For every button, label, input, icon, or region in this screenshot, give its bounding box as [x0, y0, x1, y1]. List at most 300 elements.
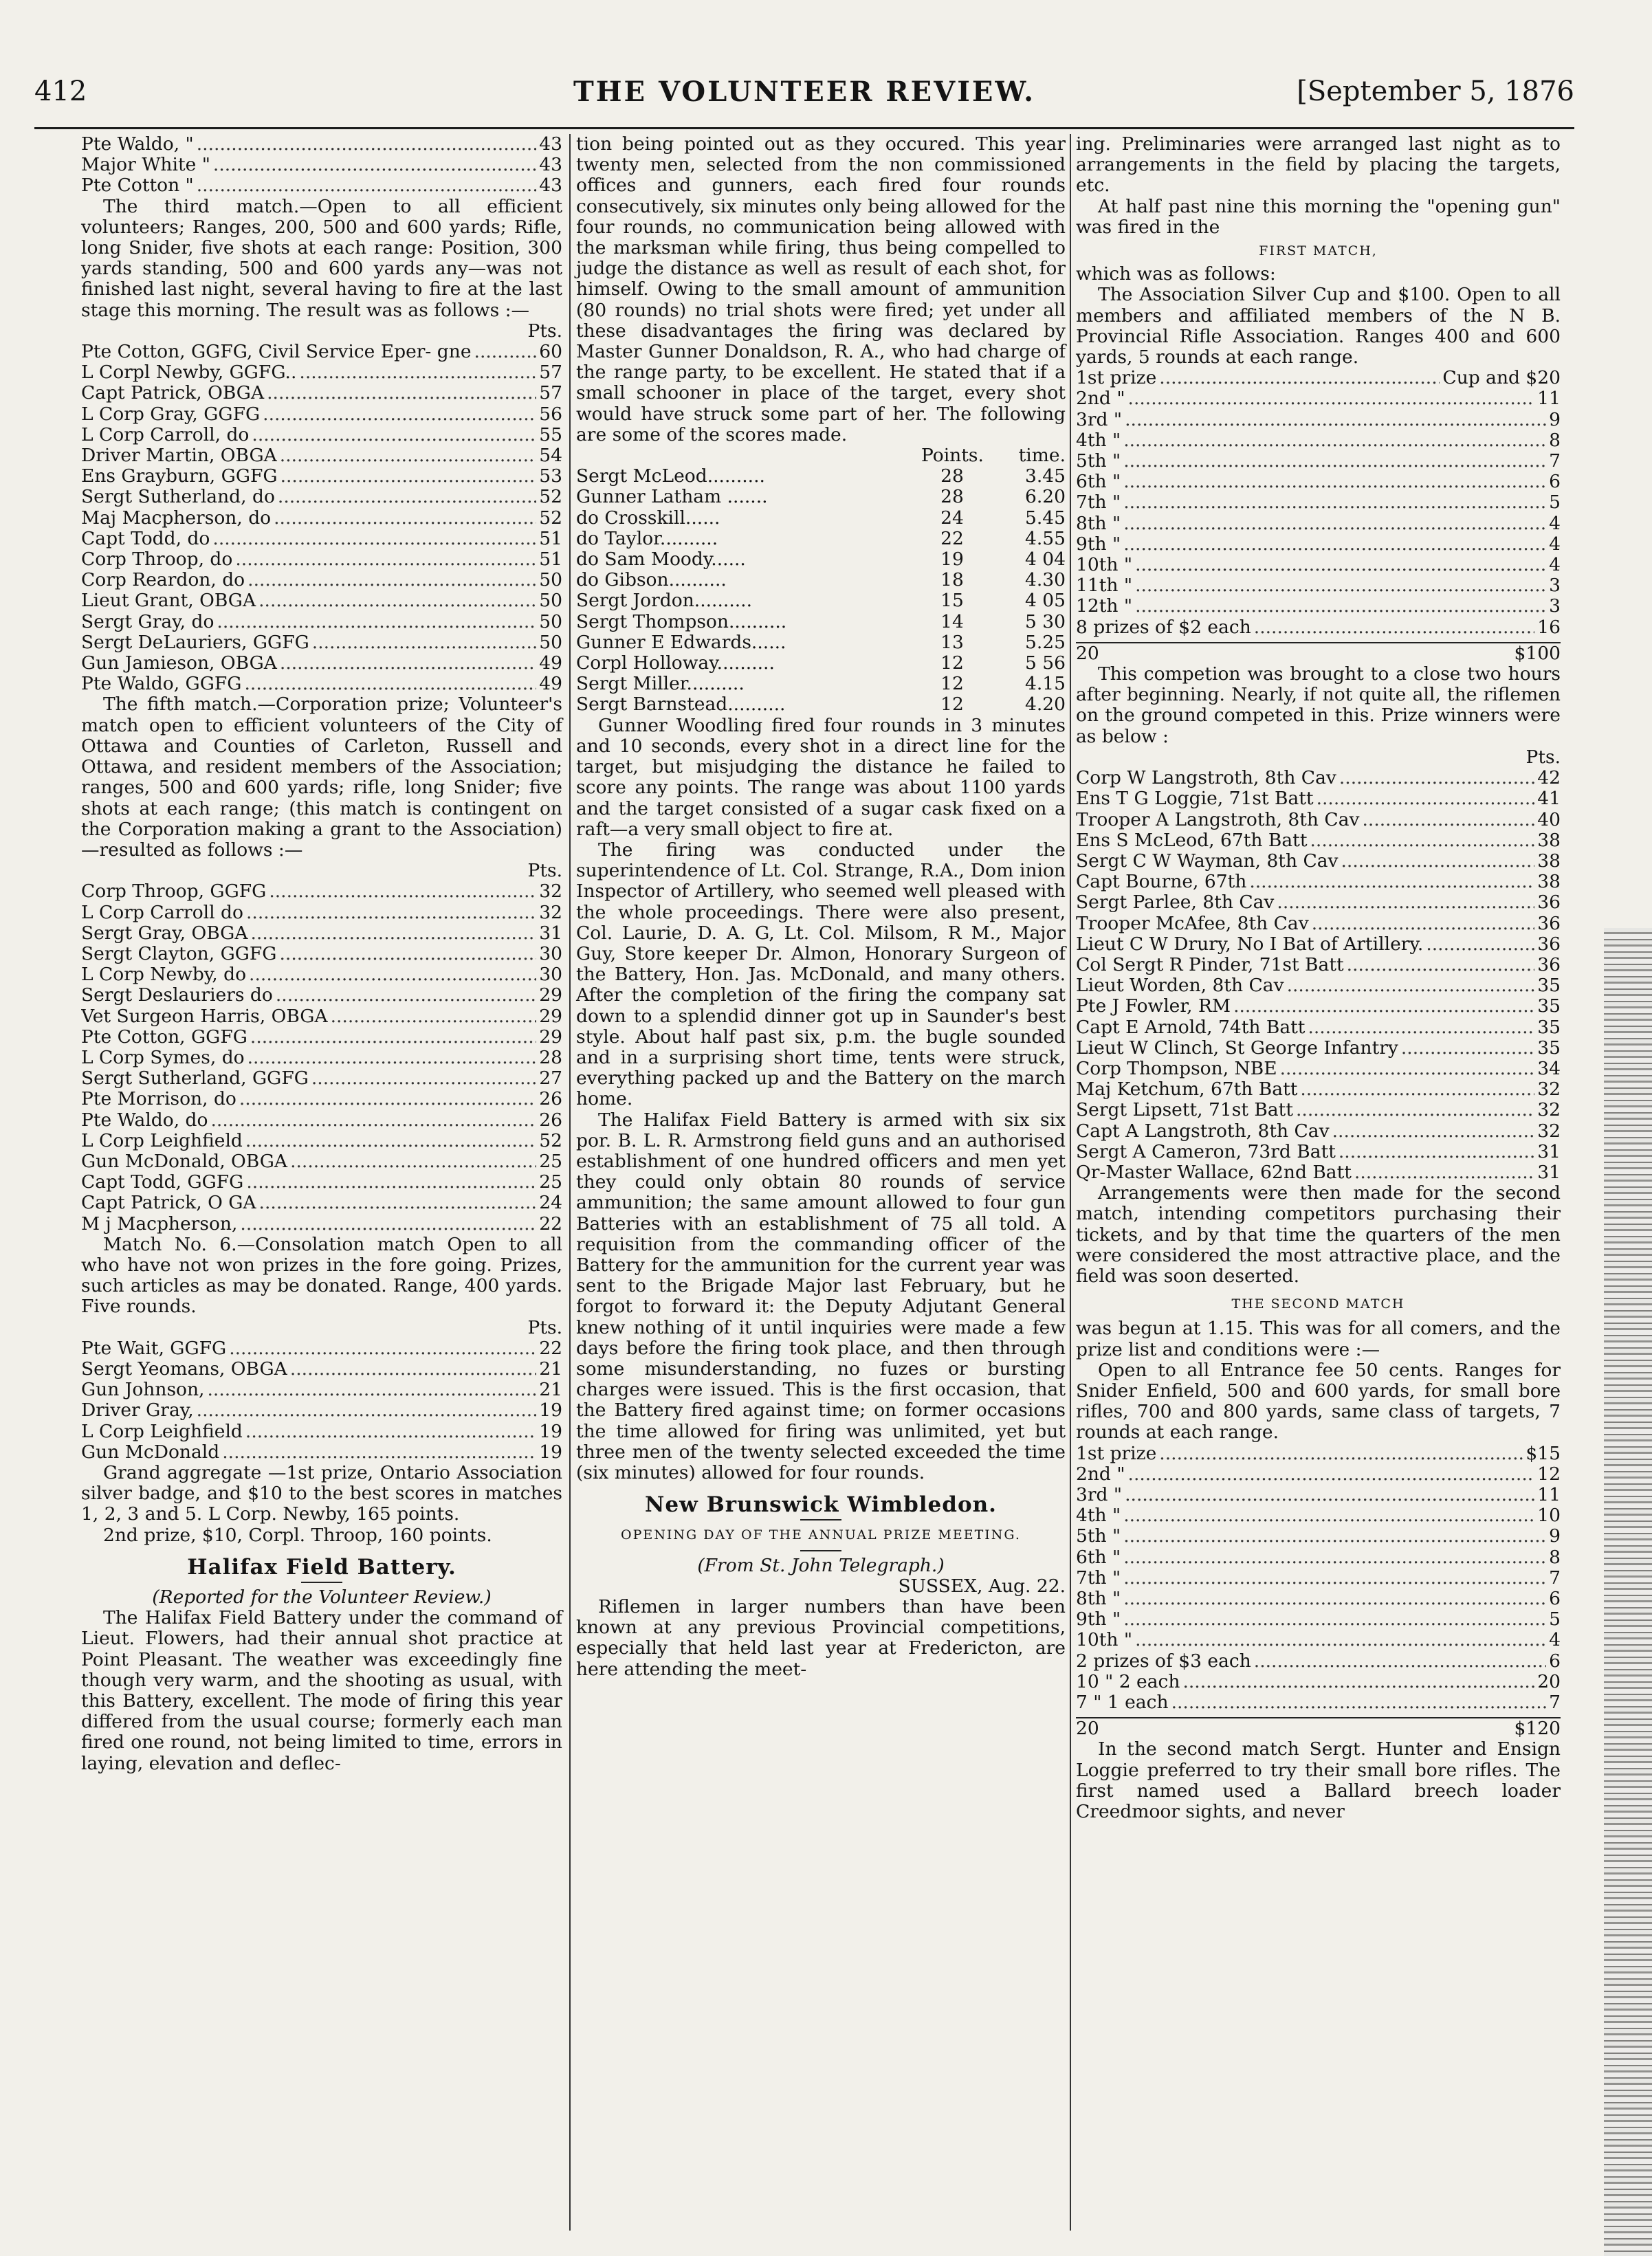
page-header [34, 69, 1574, 111]
total-amount: $120 [1514, 1718, 1561, 1740]
leader-dots [246, 903, 536, 923]
leader-dots [249, 964, 536, 985]
entry-name: Pte Cotton, GGFG [81, 1026, 247, 1048]
entry-value: 43 [539, 175, 562, 197]
score-row [1076, 892, 1561, 913]
entry-name: Sergt Deslauriers do [81, 985, 273, 1006]
score-row [81, 1400, 562, 1421]
score-row [81, 1172, 562, 1193]
entry-value: 32 [539, 881, 562, 903]
entry-value: 4 [1549, 555, 1561, 576]
score-row [1076, 575, 1561, 596]
first-match-prize-list [1076, 368, 1561, 638]
score-row [81, 653, 562, 674]
entry-name: Corp Reardon, do [81, 570, 245, 591]
table-cell-points: 14 [940, 610, 964, 632]
entry-value: 35 [1537, 1017, 1561, 1038]
entry-name: Major White " [81, 155, 210, 176]
leader-dots [280, 445, 536, 466]
opening-gun-paragraph: At half past nine this morning the "opening gun" was fired in the [1076, 195, 1561, 238]
table-header-time: time. [1018, 445, 1066, 467]
entry-value: 10 [1537, 1505, 1561, 1527]
entry-value: 11 [1537, 1485, 1561, 1505]
short-rule [301, 1582, 342, 1583]
entry-value: 52 [539, 507, 562, 529]
competition-paragraph: This competion was brought to a close two hours after beginning. Nearly, if not quite all, the riflemen on the ground competed in this. Prize winners were as below : [1076, 663, 1561, 747]
entry-value: 3 [1549, 596, 1561, 617]
score-row [1076, 1651, 1561, 1672]
second-match-conditions: Open to all Entrance fee 50 cents. Ranges for Snider Enfield, 500 and 600 yards, for small bore rifles, 700 and 800 yards, same class of targets, 7 rounds at each range. [1076, 1359, 1561, 1444]
score-row [1076, 934, 1561, 955]
entry-value: 36 [1537, 913, 1561, 934]
score-row [1076, 1100, 1561, 1120]
table-cell-points: 28 [940, 486, 964, 508]
page-edge-scan-artifact [1604, 928, 1652, 2256]
points-label: Pts. [1526, 746, 1561, 768]
points-label: Pts. [527, 860, 562, 882]
fifth-match-paragraph: The fifth match.—Corporation prize; Volunteer's match open to efficient volunteers of the City of Ottawa and Counties of Carleton, Russell and Ottawa, and resident members of the Association; ranges, 500 and 600 yards; rifle, long Snider; five shots at each range; (this match is contingent on the Corporation making a grant to the Association)—resulted as follows :— [81, 694, 562, 861]
leader-dots [1123, 430, 1546, 451]
entry-name: Vet Surgeon Harris, OBGA [81, 1006, 328, 1027]
halifax-continued-paragraph: tion being pointed out as they occured. This year twenty men, selected from the non commissioned offices and gunners, each fired four rounds consecutively, six minutes only being allowed for the four rounds, no communication being allowed with the marksman while firing, thus being compelled to judge the distance as well as result of each shot, for himself. Owing to the small amount of ammunition (80 rounds) no trial shots were fired; yet under all these disadvantages the firing was declared by Master Gunner Donaldson, R. A., who had charge of the range party, to be excellent. He stated that if a small schooner in place of the target, every shot would have struck some part of her. The following are some of the scores made. [576, 133, 1066, 445]
leader-dots [1317, 788, 1535, 809]
entry-value: 32 [1537, 1079, 1561, 1101]
first-match-heading: FIRST MATCH, [1259, 243, 1378, 259]
score-row [1076, 617, 1561, 638]
entry-value: 9 [1549, 409, 1561, 430]
score-row [1076, 451, 1561, 472]
entry-value: 27 [539, 1068, 562, 1090]
leader-dots [239, 1089, 536, 1109]
entry-value: 35 [1537, 996, 1561, 1017]
silver-cup-paragraph: The Association Silver Cup and $100. Open to all members and affiliated members of the N B. Provincial Rifle Association. Ranges 400 and 600 yards, 5 rounds at each range. [1076, 284, 1561, 368]
score-row [81, 404, 562, 425]
leader-dots [1287, 975, 1535, 996]
score-row [81, 1193, 562, 1213]
entry-value: 50 [539, 632, 562, 653]
entry-value: 25 [539, 1151, 562, 1172]
entry-name: 4th " [1076, 430, 1121, 451]
total-count: 20 [1076, 642, 1099, 664]
score-row [1076, 1059, 1561, 1079]
entry-name: Col Sergt R Pinder, 71st Batt [1076, 954, 1344, 975]
column-divider-2 [1070, 134, 1071, 2231]
leader-dots [1123, 534, 1546, 555]
entry-name: 7th " [1076, 492, 1121, 513]
score-row [81, 612, 562, 632]
issue-date: [September 5, 1876 [1297, 76, 1574, 107]
entry-value: 8 [1549, 1547, 1561, 1568]
entry-name: 6th " [1076, 472, 1121, 493]
first-match-total [1076, 642, 1561, 664]
score-row [1076, 830, 1561, 851]
entry-name: Gun McDonald, OBGA [81, 1151, 288, 1172]
entry-value: 26 [539, 1109, 562, 1131]
prize-winners-list [1076, 768, 1561, 1183]
entry-value: 9 [1549, 1526, 1561, 1547]
leader-dots [250, 1027, 536, 1048]
halifax-byline: (Reported for the Volunteer Review.) [152, 1586, 492, 1608]
score-row [1076, 768, 1561, 788]
score-row [81, 903, 562, 923]
leader-dots [1249, 872, 1534, 892]
entry-value: 31 [1537, 1162, 1561, 1183]
table-cell-name: do Gibson.......... [576, 569, 727, 591]
entry-value: 6 [1549, 1589, 1561, 1610]
table-cell-time: 4.30 [1024, 569, 1066, 591]
leader-dots [207, 1380, 536, 1400]
score-row [1076, 1162, 1561, 1183]
leader-dots [1277, 892, 1534, 913]
entry-name: Ens S McLeod, 67th Batt [1076, 830, 1308, 851]
table-cell-points: 12 [940, 673, 964, 695]
leader-dots [1135, 1630, 1546, 1650]
leader-dots [229, 1338, 536, 1359]
fifth-match-results [81, 881, 562, 1234]
table-cell-name: do Crosskill...... [576, 507, 720, 529]
entry-name: 3rd " [1076, 1485, 1123, 1505]
score-row [1076, 1464, 1561, 1485]
table-cell-points: 28 [940, 465, 964, 487]
entry-name: Sergt Sutherland, do [81, 487, 275, 508]
entry-value: 55 [539, 424, 562, 445]
leader-dots [1308, 1017, 1534, 1038]
leader-dots [1310, 830, 1534, 851]
table-cell-name: do Taylor.......... [576, 527, 718, 549]
score-row [1076, 788, 1561, 809]
score-row [1076, 851, 1561, 872]
leader-dots [280, 466, 537, 487]
leader-dots [1135, 575, 1546, 596]
score-row [1076, 388, 1561, 409]
entry-name: L Corp Symes, do [81, 1047, 245, 1068]
leader-dots [1401, 1038, 1534, 1059]
entry-name: Pte Waldo, do [81, 1109, 208, 1131]
score-row [81, 1027, 562, 1048]
leader-dots [1312, 914, 1535, 934]
entry-name: Pte Waldo, GGFG [81, 674, 242, 695]
entry-value: 22 [539, 1338, 562, 1359]
entry-value: 52 [539, 487, 562, 508]
score-row [1076, 368, 1561, 388]
armament-paragraph: The Halifax Field Battery is armed with six six por. B. L. R. Armstrong field guns and an authorised establishment of one hundred officers and men yet they could only obtain 80 rounds of service ammunition; the same amount allowed to four gun Batteries with an establishment of 75 all told. A requisition from the commanding officer of the Battery for the ammunition for the current year was sent to the Brigade Major last February, but he forgot to forward it: the Deputy Adjutant General knew nothing of it until inquiries were made a few days before the firing took place, and then through some misunderstanding, no fuzes or bursting charges were issued. This is the first occasion, that the Battery fired against time; on former occasions the time allowed for firing was unlimited, yet but three men of the twenty selected exceeded the time (six minutes) allowed for four rounds. [576, 1109, 1066, 1483]
leader-dots [267, 383, 536, 403]
leader-dots [274, 508, 536, 529]
table-cell-time: 5.45 [1024, 507, 1066, 529]
leader-dots [1254, 617, 1534, 638]
table-cell-time: 5 56 [1024, 652, 1066, 674]
leader-dots [1123, 1589, 1546, 1609]
entry-name: 12th " [1076, 596, 1133, 617]
entry-value: 3 [1549, 575, 1561, 597]
entry-name: Capt Bourne, 67th [1076, 872, 1247, 893]
leader-dots [280, 653, 536, 674]
entry-name: 10 " 2 each [1076, 1671, 1180, 1692]
leader-dots [312, 632, 536, 653]
table-cell-points: 18 [940, 569, 964, 591]
leader-dots [213, 155, 536, 175]
leader-dots [299, 362, 536, 383]
leader-dots [1254, 1651, 1546, 1672]
leader-dots [1123, 492, 1546, 513]
column-1 [81, 134, 562, 1774]
entry-name: Capt Todd, GGFG [81, 1172, 244, 1193]
entry-value: 32 [1537, 1120, 1561, 1142]
entry-value: 28 [539, 1047, 562, 1068]
entry-name: 8th " [1076, 513, 1121, 534]
entry-value: 52 [539, 1130, 562, 1151]
second-match-paragraph: In the second match Sergt. Hunter and Ensign Loggie preferred to try their small bore rifles. The first named used a Ballard breech loader Creedmoor sights, and never [1076, 1738, 1561, 1823]
score-row [81, 590, 562, 611]
leader-dots [1135, 555, 1546, 575]
aggregate-paragraph: Grand aggregate —1st prize, Ontario Association silver badge, and $10 to the best scores in matches 1, 2, 3 and 5. L Corp. Newby, 165 points. [81, 1462, 562, 1525]
entry-name: Corp Throop, do [81, 549, 233, 571]
leader-dots [1171, 1692, 1547, 1713]
entry-value: $15 [1526, 1443, 1561, 1464]
page-number: 412 [34, 76, 87, 107]
score-row [81, 383, 562, 403]
entry-name: 10th " [1076, 555, 1133, 576]
entry-name: L Corp Leighfield [81, 1130, 243, 1151]
nb-source: (From St. John Telegraph.) [697, 1554, 945, 1576]
entry-name: L Corp Carroll, do [81, 424, 250, 445]
entry-name: Sergt Yeomans, OBGA [81, 1358, 287, 1380]
score-row [1076, 534, 1561, 555]
leader-dots [212, 529, 536, 549]
table-cell-time: 4 05 [1024, 590, 1066, 612]
entry-name: Maj Macpherson, do [81, 507, 272, 529]
leader-dots [1123, 1526, 1546, 1547]
entry-value: 19 [539, 1441, 562, 1463]
leader-dots [1339, 768, 1534, 788]
entry-name: Sergt C W Wayman, 8th Cav [1076, 850, 1339, 872]
score-row [81, 1151, 562, 1172]
entry-name: 6th " [1076, 1547, 1121, 1568]
halifax-paragraph: The Halifax Field Battery under the command of Lieut. Flowers, had their annual shot practice at Point Pleasant. The weather was exceedingly fine though very warm, and the shooting as usual, with this Battery, excellent. The mode of firing this year differed from the usual course; formerly each man fired one round, not being limited to time, errors in laying, elevation and deflec- [81, 1607, 562, 1774]
entry-value: 30 [539, 943, 562, 964]
entry-name: 3rd " [1076, 409, 1123, 430]
leader-dots [197, 134, 537, 155]
entry-value: 29 [539, 1006, 562, 1027]
entry-value: 7 [1549, 1692, 1561, 1714]
entry-value: 24 [539, 1193, 562, 1214]
score-row [81, 487, 562, 507]
entry-name: Pte Wait, GGFG [81, 1338, 227, 1359]
leader-dots [252, 425, 536, 445]
entry-value: 19 [539, 1400, 562, 1422]
leader-dots [1123, 472, 1546, 492]
entry-name: Pte Cotton, GGFG, Civil Service Eper- gne [81, 342, 472, 363]
entry-name: Corp W Langstroth, 8th Cav [1076, 768, 1336, 789]
entry-value: 51 [539, 528, 562, 549]
entry-value: 16 [1537, 617, 1561, 638]
points-label: Pts. [527, 320, 562, 342]
score-row [1076, 1526, 1561, 1547]
score-row [1076, 872, 1561, 892]
score-row [1076, 1672, 1561, 1692]
entry-name: Gun Jamieson, OBGA [81, 653, 277, 674]
score-row [1076, 914, 1561, 934]
entry-name: L Corp Newby, do [81, 964, 247, 986]
entry-value: 32 [1537, 1100, 1561, 1121]
leader-dots [290, 1151, 536, 1172]
leader-dots [1182, 1672, 1534, 1692]
score-row [1076, 1444, 1561, 1464]
score-row [81, 674, 562, 694]
table-cell-points: 13 [940, 631, 964, 653]
leader-dots [269, 881, 536, 902]
score-row [81, 964, 562, 985]
entry-name: Corp Throop, GGFG [81, 881, 267, 903]
entry-value: 57 [539, 383, 562, 404]
nb-wimbledon-heading: New Brunswick Wimbledon. [645, 1492, 997, 1518]
second-match-intro: was begun at 1.15. This was for all comers, and the prize list and conditions were :— [1076, 1318, 1561, 1360]
leader-dots [290, 1359, 536, 1380]
entry-name: Sergt Clayton, GGFG [81, 943, 277, 964]
entry-value: 5 [1549, 492, 1561, 513]
column-3 [1076, 134, 1561, 1822]
entry-value: 26 [539, 1089, 562, 1110]
entry-name: Sergt Gray, do [81, 611, 214, 632]
leader-dots [1426, 934, 1534, 955]
gunnery-scores-table [576, 445, 1066, 716]
entry-name: Capt E Arnold, 74th Batt [1076, 1017, 1306, 1038]
table-cell-name: Gunner Latham ....... [576, 486, 768, 508]
score-row [1076, 810, 1561, 830]
entry-name: 11th " [1076, 575, 1133, 597]
entry-name: Driver Martin, OBGA [81, 445, 277, 467]
entry-value: 54 [539, 445, 562, 467]
score-row [1076, 430, 1561, 451]
leader-dots [1125, 1485, 1534, 1505]
score-row [81, 529, 562, 549]
leader-dots [1280, 1059, 1535, 1079]
score-row [81, 1089, 562, 1109]
third-match-paragraph: The third match.—Open to all efficient volunteers; Ranges, 200, 500 and 600 yards; Rifle, long Snider, five shots at each range: Position, 300 yards standing, 500 and 600 yards any—was not finished last night, several having to fire at the last stage this morning. The result was as follows :— [81, 195, 562, 321]
leader-dots [258, 590, 536, 611]
entry-value: 12 [1537, 1463, 1561, 1485]
leader-dots [247, 570, 536, 590]
score-row [81, 549, 562, 570]
column-2 [576, 134, 1066, 1680]
column-divider-1 [569, 134, 571, 2231]
leader-dots [210, 1110, 536, 1131]
score-row [1076, 1142, 1561, 1162]
score-row [81, 985, 562, 1006]
table-header-name [576, 445, 921, 466]
second-match-heading: THE SECOND MATCH [1231, 1296, 1405, 1312]
score-row [81, 134, 562, 155]
leader-dots [222, 1442, 536, 1463]
score-row [1076, 596, 1561, 617]
arrangements-paragraph: Arrangements were then made for the second match, intending competitors purchasing their tickets, and by that time the quarters of the men were considered the most attractive place, and the field was soon deserted. [1076, 1182, 1561, 1287]
leader-dots [311, 1068, 536, 1089]
entry-value: 38 [1537, 850, 1561, 872]
score-row [81, 155, 562, 175]
entry-value: 56 [539, 403, 562, 425]
table-cell-time: 6.20 [1024, 486, 1066, 508]
entry-value: 40 [1537, 809, 1561, 830]
entry-name: 8th " [1076, 1589, 1121, 1610]
leader-dots [1296, 1100, 1534, 1120]
entry-name: Trooper A Langstroth, 8th Cav [1076, 809, 1360, 830]
leader-dots [1341, 851, 1535, 872]
score-row [81, 923, 562, 944]
entry-value: 36 [1537, 892, 1561, 914]
nb-dateline: SUSSEX, Aug. 22. [898, 1575, 1066, 1597]
entry-name: Sergt A Cameron, 73rd Batt [1076, 1141, 1336, 1162]
entry-value: 31 [1537, 1141, 1561, 1162]
entry-name: 10th " [1076, 1630, 1133, 1651]
leader-dots [1135, 596, 1546, 617]
entry-name: Gun Johnson, [81, 1380, 205, 1401]
score-row [81, 1359, 562, 1380]
leader-dots [1123, 1547, 1546, 1568]
entry-name: Lieut W Clinch, St George Infantry [1076, 1037, 1398, 1059]
leader-dots [1362, 810, 1534, 830]
entry-value: 6 [1549, 472, 1561, 493]
table-cell-name: Sergt Miller.......... [576, 673, 745, 695]
woodling-paragraph: Gunner Woodling fired four rounds in 3 minutes and 10 seconds, every shot in a direct line for the target, but misjudging the distance he failed to score any points. The range was about 1100 yards and the target consisted of a sugar cask fixed on a raft—a very small object to fire at. [576, 714, 1066, 840]
entry-name: Sergt Parlee, 8th Cav [1076, 892, 1275, 914]
entry-name: Gun McDonald [81, 1441, 220, 1463]
top-score-list [81, 134, 562, 197]
entry-value: 32 [539, 902, 562, 923]
score-row [81, 445, 562, 466]
entry-value: 22 [539, 1213, 562, 1235]
leader-dots [244, 674, 536, 694]
score-row [81, 944, 562, 964]
entry-name: Pte Morrison, do [81, 1089, 236, 1110]
score-row [1076, 996, 1561, 1017]
table-cell-name: Sergt McLeod.......... [576, 465, 765, 487]
total-count: 20 [1076, 1718, 1099, 1740]
table-cell-points: 24 [940, 507, 964, 529]
score-row [1076, 955, 1561, 975]
entry-value: 36 [1537, 933, 1561, 955]
score-row [1076, 1121, 1561, 1142]
table-cell-time: 4.55 [1024, 527, 1066, 549]
entry-value: 49 [539, 674, 562, 695]
score-row [81, 466, 562, 487]
sixth-match-results [81, 1338, 562, 1463]
entry-value: 30 [539, 964, 562, 986]
entry-name: 2 prizes of $3 each [1076, 1650, 1251, 1672]
entry-value: 50 [539, 611, 562, 632]
score-row [1076, 513, 1561, 534]
leader-dots [1300, 1079, 1534, 1100]
score-row [1076, 492, 1561, 513]
score-row [1076, 1079, 1561, 1100]
entry-name: 8 prizes of $2 each [1076, 617, 1251, 638]
score-row [81, 1068, 562, 1089]
entry-name: Lieut Grant, OBGA [81, 590, 256, 612]
table-cell-time: 5 30 [1024, 610, 1066, 632]
entry-name: Pte Waldo, " [81, 134, 194, 155]
entry-name: 2nd " [1076, 388, 1125, 410]
leader-dots [1123, 513, 1546, 534]
short-rule [800, 1550, 841, 1551]
entry-value: 42 [1537, 768, 1561, 789]
leader-dots [1159, 368, 1440, 388]
score-row [1076, 472, 1561, 492]
entry-value: 38 [1537, 872, 1561, 893]
entry-value: 41 [1537, 788, 1561, 810]
score-row [81, 1338, 562, 1359]
score-row [1076, 1505, 1561, 1526]
leader-dots [1123, 451, 1546, 472]
entry-name: L Corp Carroll do [81, 902, 243, 923]
